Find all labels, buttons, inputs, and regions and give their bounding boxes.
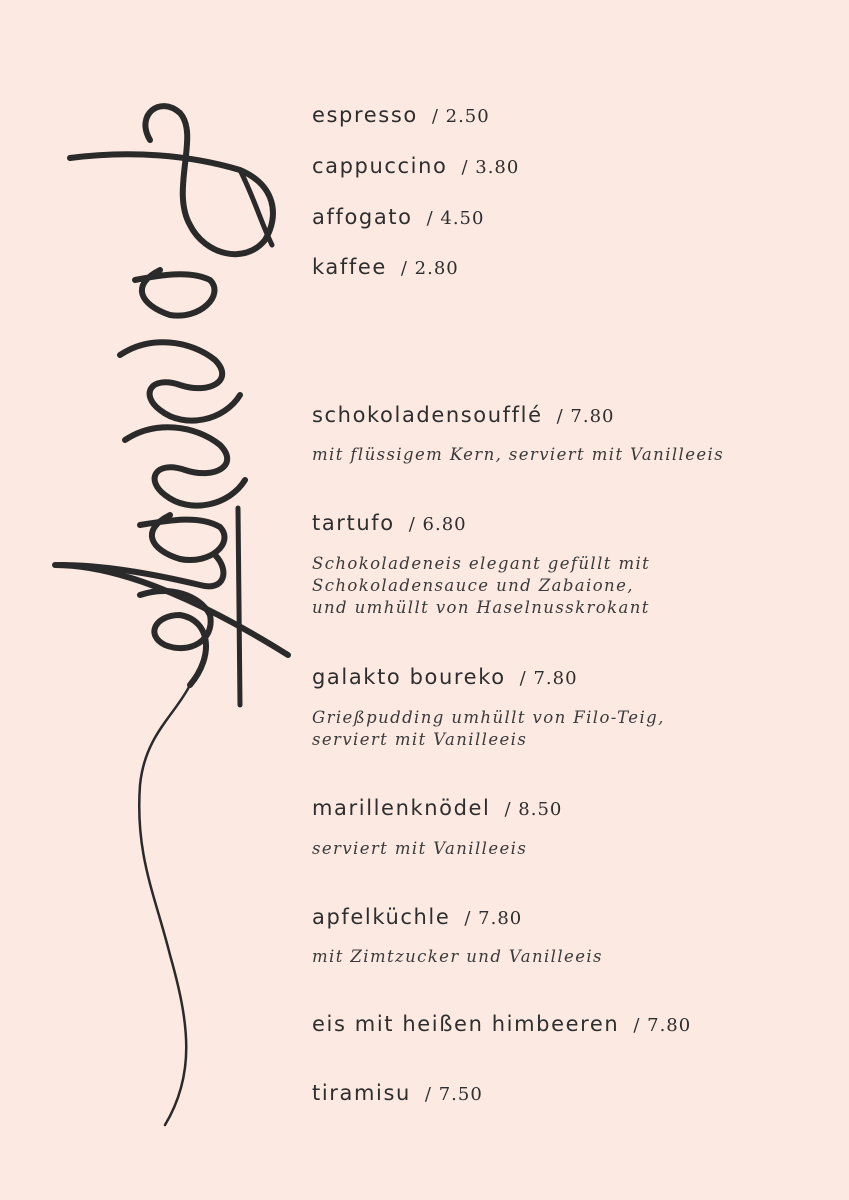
item-name: marillenknödel <box>312 796 491 820</box>
menu-item-kaffee <box>312 255 459 279</box>
item-price: / 7.80 <box>464 908 523 929</box>
desserts-script-title <box>40 95 310 1135</box>
menu-item-affogato <box>312 205 484 229</box>
item-name: eis mit heißen himbeeren <box>312 1012 620 1036</box>
item-name: tiramisu <box>312 1081 411 1105</box>
item-description: Schokoladeneis elegant gefüllt mit Schokoladensauce und Zabaione, und umhüllt von Haselnusskrokant <box>312 554 651 617</box>
item-name: apfelküchle <box>312 905 451 929</box>
item-description: Grießpudding umhüllt von Filo-Teig, serviert mit Vanilleeis <box>312 708 665 749</box>
item-name: kaffee <box>312 255 387 279</box>
menu-item-espresso <box>312 103 490 127</box>
menu-item-galakto-boureko <box>312 665 578 689</box>
item-name: tartufo <box>312 511 395 535</box>
item-name: affogato <box>312 205 413 229</box>
menu-item-cappuccino <box>312 154 519 178</box>
item-price: / 3.80 <box>461 157 520 178</box>
item-price: / 7.80 <box>519 668 578 689</box>
item-name: cappuccino <box>312 154 448 178</box>
item-name: espresso <box>312 103 418 127</box>
menu-item-tiramisu <box>312 1081 483 1105</box>
item-price: / 4.50 <box>426 208 485 229</box>
item-price: / 7.80 <box>633 1015 692 1036</box>
menu-item-apfelkuechle <box>312 905 522 929</box>
item-name: schokoladensoufflé <box>312 403 543 427</box>
menu-item-tartufo <box>312 511 467 535</box>
item-description: mit Zimtzucker und Vanilleeis <box>312 947 603 966</box>
menu-item-marillenknoedel <box>312 796 562 820</box>
item-price: / 2.80 <box>400 258 459 279</box>
item-description: serviert mit Vanilleeis <box>312 839 528 858</box>
item-price: / 8.50 <box>504 799 563 820</box>
menu-item-eis-mit-heissen-himbeeren <box>312 1012 691 1036</box>
item-price: / 7.50 <box>424 1084 483 1105</box>
menu-item-schokoladensouffle <box>312 403 614 427</box>
item-price: / 6.80 <box>408 514 467 535</box>
item-price: / 2.50 <box>431 106 490 127</box>
item-description: mit flüssigem Kern, serviert mit Vanilleeis <box>312 445 725 464</box>
item-price: / 7.80 <box>556 406 615 427</box>
item-name: galakto boureko <box>312 665 506 689</box>
